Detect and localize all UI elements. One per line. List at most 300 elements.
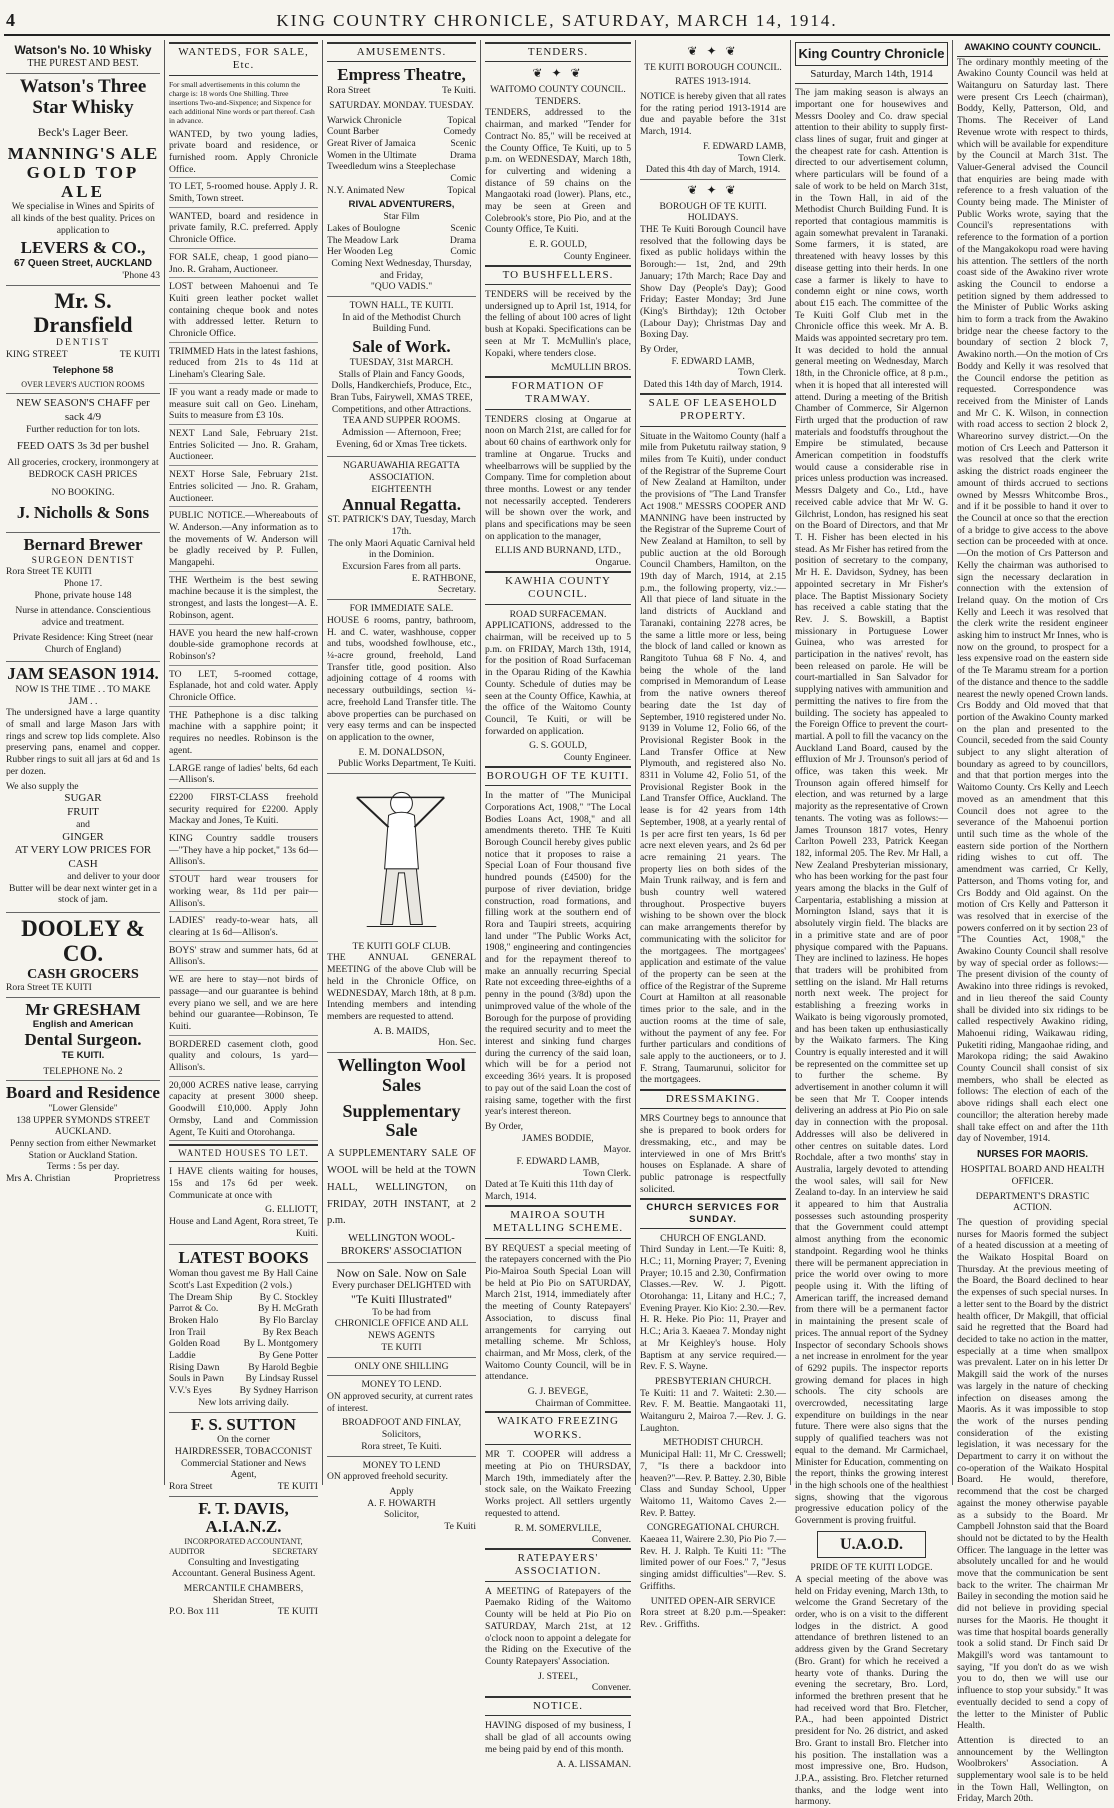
supp-body: A SUPPLEMENTARY SALE OF WOOL will be held at the TOWN HALL, WELLINGTON, on FRIDAY, 20TH INSTANT, at 2 p.m. (327, 1148, 476, 1227)
book-author: By L. Montgomery (243, 1338, 318, 1350)
england: CHURCH OF ENGLAND. (660, 1232, 766, 1244)
somerville: R. M. SOMERVLILE, (514, 1522, 602, 1534)
tuesday: TUESDAY, 31st MARCH. (349, 356, 454, 368)
classified-item: HAVE you heard the new half-crown double-side gramophone records at Robinson's? (169, 628, 318, 666)
programme-row (327, 150, 476, 162)
sugar: SUGAR (64, 792, 102, 805)
ongarue: Ongarue. (595, 557, 631, 569)
book-row (169, 1268, 318, 1280)
town-hall: TOWN HALL, TE KUITI. (349, 300, 454, 312)
gresham: Mr GRESHAM (25, 999, 141, 1019)
gould-engineer: County Engineer. (563, 250, 631, 262)
masthead-headline: KING COUNTRY CHRONICLE, SATURDAY, MARCH 14, 1914. (276, 11, 838, 30)
brewer-addr: Rora Street TE KUITI (6, 566, 92, 578)
empress-tekuiti: Te Kuiti. (442, 85, 476, 97)
days: SATURDAY. MONDAY. TUESDAY. (329, 99, 474, 111)
borough-clerk: Town Clerk. (583, 1167, 631, 1179)
ratepayers-body: A MEETING of Ratepayers of the Paemako Riding of the Waitomo County will be held at Pio Pio on SATURDAY, March 21st, at 12 o'clock noon to appoint a delegate for the Riding on the Executive of the County Ratepayers' Association. (485, 1585, 631, 1667)
davis: F. T. DAVIS, A.I.A.N.Z. (198, 1498, 289, 1537)
programme-genre: Topical (447, 114, 476, 126)
programme-genre: Drama (449, 149, 476, 161)
book-row (169, 1280, 318, 1292)
sgould-engineer: County Engineer. (563, 752, 631, 764)
uaod: U.A.O.D. (817, 1531, 926, 1559)
davis-tekuiti: TE KUITI (277, 1606, 318, 1618)
ad-dransfield (6, 286, 160, 394)
waitomo: WAITOMO COUNTY COUNCIL. (490, 84, 626, 96)
patrick: ST. PATRICK'S DAY, Tuesday, March 17th. (327, 514, 476, 537)
ad-immediate (327, 600, 476, 774)
classified-item: BORDERED casement cloth, good quality and colours, 1s yard—Allison's. (169, 1039, 318, 1077)
rora: Rora Street (327, 85, 371, 97)
pride: PRIDE OF TE KUITI LODGE. (810, 1562, 933, 1574)
classified-item: TO LET, 5-roomed cottage, Esplanade, hot and cold water. Apply Chronicle Office. (169, 669, 318, 707)
mannings: MANNING'S ALE (7, 144, 159, 164)
ad-sutton (169, 1412, 318, 1497)
sutton-rora: Rora Street (169, 1481, 213, 1493)
uaod-body: A special meeting of the above was held on Friday evening, March 13th, to welcome the Grand Secretary of the order, who is on a visit to the different lodges in the district. A good attendance of brethren listened to an address given by the Grand Secretary (Bro. Grant) for which he received a hearty vote of thanks. During the evening the secretary, Bro. Lord, informed the brethren present that he had received word that Bro. Fletcher, P.A., had been appointed District president for No. 26 district, and asked Bro. Grant to install Bro. Fletcher into his position. The installation was a most impressive one, Bro. Hudson, J.P.A., assisting. Bro. Fletcher returned thanks, and the lodge went into harmony. (795, 1573, 948, 1808)
sutton: F. S. SUTTON (191, 1414, 296, 1434)
classified-item: 20,000 ACRES native lease, carrying capacity at present 3000 sheep. Goodwill £10,000. Apply John Ormsby, Land and Commission Agent, Te Kuiti and Otorohanga. (169, 1080, 318, 1142)
ad-watson-three-star (6, 74, 160, 286)
programme-row (327, 126, 476, 138)
terms: Terms : 5s per day. (46, 1161, 120, 1173)
jam-season: JAM SEASON 1914. (7, 664, 159, 684)
nurses-body: The question of providing special nurses for Maoris formed the subject of a heated discussion at a meeting of the Waikato Hospital Board on Thursday. At the previous meeting of the Board, the Board declined to hear the expenses of such special nurses. In a letter sent to the Board by the district health officer, Dr Makgill, that official said he regretted that the Board had decided to take no action in the matter, especially at a time when smallpox was prevalent. Later on in his letter Dr Makgill said the work of the nurses was largely in the nature of checking infection on diseases among the Maoris. As it was impossible to stop the work of the nurses pending consideration of the existing legislation, it was necessary for the Department to carry it on without the co-operation of the Waikato Hospital Board. He would, therefore, recommend that the cost be charged against the money otherwise payable as a subsidy to the Board. Mr Campbell Johnston said that the Board should not be dictated to by the Health Officer. The language in the letter was absolutely uncalled for and he would move that the communication be sent back to the writer. The chairman Mr Bailey in seconding the motion said he did not believe in providing special nurses for the Maoris. He thought it was time that hospital boards generally took a solid stand. Dr Finch said Dr Makgill's word was tantamount to saying, "If you don't do as we wish you to do, then we will use our influence to stop your subsidy." It was eventually decided to send a copy of the letter to the Minister of Public Health. (957, 1216, 1108, 1732)
wool: Wellington Wool Sales (337, 1055, 466, 1095)
classified-item: PUBLIC NOTICE.—Whereabouts of W. Anderson.—Any information as to the movements of W. Anderson will be gladly received by P. Fullen, Mangapehi. (169, 510, 318, 572)
dentist: DENTIST (56, 337, 110, 349)
editorial-body: The jam making season is always an important one for housewives and Messrs Dooley and Co. draw special attention to their ability to supply first-class lines of sugar, fruit and ginger at the cheapest rate for cash. Attention is directed to our advertisement column, where particulars will be found of a sale of work to be held on March 31st, in the Town Hall, in aid of the Methodist Church Building Fund. It is reported that contagious mammitis is again somewhat prevalent in Taranaki. Some farmers, it is stated, are threatened with heavy losses by this disease getting into their herds. In one case a farmer is likely to have to condemn eight or nine cows, worth about £15 each. The committee of the Te Kuiti Golf Club met in the Chronicle office this week. Mr A. B. Maids was appointed secretary pro tem. It was decided to hold the annual general meeting on Wednesday, March 18th, in the Chronicle office, at 8 p.m., when it is hoped that all interested will attend. During a meeting of the British Chamber of Commerce, Sir Algernon Firth urged that the production of raw materials and foodstuffs throughout the Empire be stimulated, because American competition in foodstuffs would cause a considerable rise in prices unless production was increased. Messrs Dalgety and Co., Ltd., have received cable advice that Mr W. G. Gilchrist, London, has resigned his seat on the Board of Directors, and that Mr T. H. Fisher has been elected in his stead. As Mr Fisher has retired from the position of secretary to the company, Mr H. E. Davidson, Sydney, has been appointed secretary in Mr Fisher's place. The Baptist Missionary Society has received a cable stating that the Rev. J. S. Bowskill, a Baptist missionary in Portuguese Lower Guinea, who was arrested for participation in the natives' revolt, has been released on parole. He will be court-martialled in San Salvador for supplying natives with ammunition and permitting the natives to fire from the building. The society has appealed to the Foreign Office to prevent the court-martial. A poll to fill the vacancy on the Auckland Land Board, caused by the effluxion of Mr J. Trounson's period of office, was taken this week. Mr Trounson again offered himself for election, and was returned by a large majority as the representative of Crown tenants. The voting was as follows:—James Trounson 1817 votes, Henry Carlton Powell 233, Patrick Keegan 182, informal 205. The Rev. Mr Hall, a New Zealand Presbyterian missionary, who has been working for the past four years among the blacks in the Gulf of Carpentaria, establishing a mission at Mornington Island, says that it is absolutely virgin field. The blacks are in a primitive state and are of poor physique compared with the Papuans. They are inclined to laziness. He hopes that traders will be prohibited from settling on the island. Mr Hall returns north next week. The project for establishing a freezing works in Waikato is being vigorously promoted, and has been taken up enthusiastically by the Waikato farmers. The King Country is equally interested and it will be represented on the committee set up to further the scheme. By advertisement in another column it will be seen that Mr T. Cooper intends delivering an address at Pio Pio on sale day in connection with the proposal. Addresses will also be delivered in other centres on suitable dates. Lord Rochdale, after a two months' stay in Australia, largely devoted to attending the wool sales, will sail for New Zealand to-day. In an interview he said it appeared to him that Australia possesses such astounding prosperity that the Government could attempt almost anything from the economic standpoint. Regarding wool he thinks there will be permanent appreciation in price the world over owing to more people using it. With the lifting of American tariff, the increased demand from there will be a permanent factor in maintaining the present scale of prices. The annual report of the Sydney Inspector of secondary Schools shows a net increase in enrolment for the year of 6292 pupils. The inspector reports growing demand for places in high schools. The city schools are overcrowded, necessitating large expenditure on buildings in the near future. There were also signs that the supply of qualified teachers was not equal to the demand. Mr Carmichael, Minister for Education, commenting on the report, thinks the growing interest in the high schools one of the healthiest signs, showing that the vigorous progressive education policy of the Government is proving fruitful. (795, 87, 948, 1527)
crest-icon: ❦ ✦ ❦ (532, 66, 584, 81)
howarth: A. F. HOWARTH (367, 1497, 436, 1509)
notice: NOTICE. (485, 1696, 631, 1716)
groceries: All groceries, crockery, ironmongery at BEDROCK CASH PRICES (7, 457, 159, 480)
awakino-body: The ordinary monthly meeting of the Awakino County Council was held at Waitanguru on Saturday last. There were present Crs Leech (chairman), Boddy, Kelly, Patterson, Old, and Thoms. The Receiver of Land Revenue wrote with respect to thirds, which will be available for expenditure by the Council at March 31st. The Valuer-General advised the Council that enquiries are being made with reference to a fresh valuation of the County being made. The Minister of Public Works wrote, saying that the Council's representations with reference to the formation of a portion of the Mangakokopu road were having his attention. The settlers of the north coast side of the Awakino river wrote asking the Council to endorse a petition signed by them addressed to the Minister of Public Works asking him to form a track from the Awakino bridge near the cheese factory to the boundary of section 2 block 7, Awakino north.—On the motion of Crs Boddy and Kelly it was resolved that the Council endorse the petition as requested. Correspondence was received from the Minister of Lands and Mr C. K. Wilson, in connection with road access to section 2 block 2, Whareorino survey district.—On the motion of Crs Leech and Patterson it was resolved that the clerk write asking the district roads engineer the amount of thirds accrued to sections owned by Messrs Whitcombe Bros., and if it be possible to hand it over to the Council at once so that the erection of a bridge to give access to the above section can be proceeded with at once.—On the motion of Crs Patterson and Kelly the chairman was authorised to sign the necessary declaration in connection with the extension of Ireland quay. On the motion of Crs Kelly and Leech it was resolved that the clerk write the resident engineer asking him to instruct Mr Innes, who is now on the ground, to prospect for a less expensive road on the eastern side of the Te Maramu stream for a portion of the distance and thence to the saddle nearest the newly opened Crown lands. Crs Boddy and Old moved that that portion of the Awakino County marked on the plan and presented to the Council, seceded from the said County subject to any slight alteration of boundary as agreed to by councillors, and that that portion merges into the Waitomo County. Crs Kelly and Leech moved as an amendment that this Council does not agree to the severance of the Mahoenui portion until such time as the whole of the eastern side portion of the Northern riding wishes to cut off. The amendment was carried, Cr Kelly, Patterson, and Thoms voting for, and Crs Boddy and Old against. On the motion of Crs Kelly and Patterson it was resolved that in exercise of the powers conferred on it by section 23 of "The Counties Act, 1908," the Awakino County Council shall resolve by way of special order as follows:—The present division of the county of Awakino into three ridings is revoked, and in lieu thereof the said County shall be divided into six ridings to be called respectively Awakino riding, Mahoenui riding, Waikawau riding, Puketiti riding, Mangaohae riding, and Marokopa riding; the said Awakino County Council shall consist of six members, who shall be elected as follows: The election of each of the above ridings shall each elect one councillor; the alteration hereby made shall take effect on and after the 11th day of November, 1914. (957, 56, 1108, 1145)
fruit: FRUIT (67, 805, 99, 818)
maori: The only Maori Aquatic Carnival held in the Dominion. (328, 537, 475, 561)
presby-body: Te Kuiti: 11 and 7. Waiteti: 2.30.—Rev. F. M. Beattie. Mangaotaki 11, Waitanguru 2, Mairoa 7.—Rev. J. G. Laughton. (640, 1387, 786, 1434)
immediate: FOR IMMEDIATE SALE. (349, 603, 454, 615)
classified-item: BOYS' straw and summer hats, 6d at Allison's. (169, 945, 318, 971)
dental-surgeon: Dental Surgeon. (24, 1030, 142, 1050)
ngaruawahia: NGARUAWAHIA REGATTA ASSOCIATION. (342, 460, 461, 484)
column-5 (635, 40, 790, 1630)
holidays-by-order: By Order, (640, 344, 678, 356)
consulting: Consulting and Investigating Accountant. General Business Agent. (171, 1556, 316, 1580)
programme-title: Great River of Jamaica (327, 137, 416, 149)
hairdresser: HAIRDRESSER, TOBACCONIST (174, 1445, 313, 1457)
lower-prices: AT VERY LOW PRICES FOR CASH (14, 844, 152, 870)
ad-gresham (6, 998, 160, 1081)
elliott-sub: House and Land Agent, Rora street, Te Kuiti. (169, 1216, 318, 1239)
kawhia: KAWHIA COUNTY COUNCIL. (485, 571, 631, 605)
awakino: AWAKINO COUNTY COUNCIL. (957, 42, 1108, 57)
ad-jam (6, 662, 160, 913)
book-row (169, 1373, 318, 1385)
solicitor: Solicitor, (383, 1509, 420, 1521)
wanteds-list (169, 129, 318, 1142)
somerville-conv: Convener. (591, 1534, 631, 1546)
brewer: Bernard Brewer (23, 534, 143, 554)
supp: Supplementary Sale (342, 1100, 461, 1141)
book-title: V.V.'s Eyes (169, 1385, 212, 1397)
dooley-addr: Rora Street TE KUITI (6, 982, 92, 994)
stalls: Stalls of Plain and Fancy Goods, Dolls, Handkerchiefs, Produce, Etc., Bran Tubs, Fairywell, XMAS TREE, Competitions, and other Attractions. TEA AND SUPPER ROOMS. Admission — Afternoon, Free; Evening, 6d or Xmas Tree tickets. (330, 368, 473, 450)
christian: Mrs A. Christian (6, 1173, 71, 1185)
symonds: 138 UPPER SYMONDS STREET AUCKLAND. (16, 1114, 150, 1138)
apply: Apply (389, 1485, 414, 1497)
programme2-list (327, 223, 476, 258)
book-row (169, 1385, 318, 1397)
rates-body: NOTICE is hereby given that all rates for the rating period 1913-1914 are due and payable before the 31st March, 1914. (640, 91, 786, 138)
elliott: G. ELLIOTT, (265, 1204, 318, 1216)
book-title: The Dream Ship (169, 1291, 233, 1303)
programme-row (327, 173, 476, 185)
ad-money2 (327, 1457, 476, 1536)
chronicle-office: CHRONICLE OFFICE AND ALL NEWS AGENTS (334, 1318, 469, 1342)
ellis: ELLIS AND BURNAND, LTD., (495, 545, 621, 557)
surgeon: SURGEON DENTIST (31, 554, 135, 566)
lissaman: A. A. LISSAMAN. (556, 1758, 631, 1770)
new-lots: New lots arriving daily. (198, 1396, 289, 1408)
programme-row (327, 223, 476, 235)
book-author: By Harold Begbie (248, 1361, 318, 1373)
holidays-clerk: Town Clerk. (738, 367, 786, 379)
column-2 (164, 40, 322, 1618)
stationer: Commercial Stationer and News Agent, (181, 1457, 306, 1481)
bush-body: TENDERS will be received by the undersigned up to April 1st, 1914, for the felling of about 100 acres of light bush at Kopaki. Specifications can be seen at Mr T. McMullin's place, Kopaki, where tenders close. (485, 288, 631, 359)
holidays-body: THE Te Kuiti Borough Council have resolved that the following days be fixed as public holidays within the Borough:— 1st, 2nd, and 29th January; 17th March; Race Day and Show Day (People's Day); Good Friday; Easter Monday; 3rd June (King's Birthday); 12th October (Labour Day); Christmas Day and Boxing Day. (640, 223, 786, 341)
house: HOUSE 6 rooms, pantry, bathroom, H. and C. water, washhouse, copper and tubs, woodshed fowlhouse, etc., ¼-acre ground, freehold, Land Transfer title, good position. Also adjoining cottage of 4 rooms with necessary outbuildings, section ¼-acre, freehold Land Transfer title. The above properties can be purchased on very easy terms and can be inspected on application to the owner, (327, 614, 476, 743)
boddie: JAMES BODDIE, (522, 1132, 594, 1144)
column-7 (952, 40, 1112, 1805)
sheridan: Sheridan Street, (212, 1594, 275, 1606)
open-air-body: Rora street at 8.20 p.m.—Speaker: Rev. . Griffiths. (640, 1607, 786, 1630)
goldtop: GOLD TOP ALE (26, 162, 140, 201)
book-title: Broken Halo (169, 1314, 219, 1326)
programme-genre: Comedy (443, 126, 476, 138)
column-4 (480, 40, 635, 1770)
solicitors: Solicitors, (381, 1429, 422, 1441)
becks: Beck's Lager Beer. (37, 124, 129, 139)
penny: Penny section from either Newmarket Station or Auckland Station. (10, 1138, 156, 1161)
rora2: Rora street, Te Kuiti. (361, 1440, 442, 1452)
programme-genre: Comic (450, 246, 476, 258)
programme-title: The Meadow Lark (327, 234, 399, 246)
ratepayers: RATEPAYERS' ASSOCIATION. (485, 1548, 631, 1582)
open-air: UNITED OPEN-AIR SERVICE (650, 1595, 776, 1607)
pobox: P.O. Box 111 (169, 1606, 220, 1618)
congregational: CONGREGATIONAL CHURCH. (646, 1522, 780, 1534)
king-street: KING STREET (6, 349, 68, 361)
tele2: TELEPHONE No. 2 (43, 1065, 123, 1077)
programme-genre: Scenic (450, 222, 476, 234)
mairoa: MAIROA SOUTH METALLING SCHEME. (485, 1205, 631, 1239)
tramway: FORMATION OF TRAMWAY. (485, 376, 631, 410)
oats: FEED OATS 3s 3d per bushel (16, 439, 150, 452)
rates-clerk: Town Clerk. (738, 152, 786, 164)
glenside: "Lower Glenside" (48, 1102, 118, 1114)
classified-item: IF you want a ready made or made to measure suit call on Geo. Lineham, Suits to measure from £3 10s. (169, 387, 318, 425)
leasehold: SALE OF LEASEHOLD PROPERTY. (640, 393, 786, 427)
programme-row (327, 161, 476, 173)
column-3 (322, 40, 480, 1533)
classified-item: KING Country saddle trousers—"They have a hip pocket," 13s 6d—Allison's. (169, 833, 318, 871)
over-levers: OVER LEVER'S AUCTION ROOMS (21, 380, 145, 390)
book-author: By Gene Potter (258, 1350, 318, 1362)
borough: BOROUGH OF TE KUITI. (659, 200, 767, 212)
books-list (169, 1268, 318, 1397)
classified-item: NEXT Land Sale, February 21st. Entries Solicited — Jno. R. Graham, Auctioneer. (169, 428, 318, 466)
book-title: Rising Dawn (169, 1361, 220, 1373)
borough-loan: BOROUGH OF TE KUITI. (485, 766, 631, 786)
levers-addr: 67 Queen Street, AUCKLAND (14, 258, 152, 270)
deliver: and deliver to your door (67, 870, 160, 882)
classified-item: WANTED, by two young ladies, private board and residence, or furnished room. Apply Chronicle Office. (169, 129, 318, 179)
borough-by-order: By Order, (485, 1120, 523, 1132)
classified-item: THE Wertheim is the best sewing machine because it is the simplest, the strongest, and lasts the longest—A. E. Robinson, agent. (169, 575, 318, 625)
levers: LEVERS & CO., (20, 238, 146, 258)
nicholls: J. Nicholls & Sons (16, 503, 150, 523)
money: MONEY TO LEND. (361, 1379, 442, 1391)
presbyterian: PRESBYTERIAN CHURCH. (654, 1375, 772, 1387)
levers-phone: 'Phone 43 (122, 270, 160, 282)
classified-item: WANTED, board and residence in private family, R.C. preferred. Apply Chronicle Office. (169, 211, 318, 249)
ad-golf (327, 774, 476, 1053)
book-title: Parrot & Co. (169, 1303, 219, 1315)
book-row (169, 1292, 318, 1304)
book-author: By Hall Caine (263, 1268, 318, 1280)
classified-item: THE Pathephone is a disc talking machine with a sapphire point; it requires no needles. Robinson is the agent. (169, 710, 318, 760)
leasehold-body: Situate in the Waitomo County (half a mile from Puketutu railway station, 9 miles from Te Kuiti), under conduct of the Registrar of the Supreme Court of New Zealand at Hamilton, under the provisions of "The Land Transfer Act 1908." MESSRS COOPER AND MANNING have been instructed by the Registrar of the Supreme Court of New Zealand at Hamilton, to sell by public auction at the old Borough Council Chambers, Hamilton, on the 19th day of March, 1914, at 2.15 p.m., the following property, viz.:—All that piece of land situate in the land districts of Auckland and Taranaki, containing 2278 acres, be the same a little more or less, being the block of land called or known as Rangitoto Tuhua 68 F No. 4, and being the whole of the land comprised in Memorandum of Lease from the native owners thereof bearing date the 1st day of September, 1910 registered under No. 9139 in Volume 12, Folio 66, of the Provisional Register Book in the Land Transfer Office at New Plymouth, and registered also No. 8311 in Volume 42, Folio 51, of the Provisional Register Book in the Land Transfer Office, Auckland. The lease is for 42 years from 14th September, 1908, at a yearly rental of 1s per acre first ten years, 1s 6d per acre next eleven years, and 2s 6d per acre remaining 21 years. The property lies on both sides of the Main Trunk railway, and is fern and bush country well watered throughout. Prospective buyers wishing to be shown over the block can make arrangements therefor by communicating with the solicitor for the mortgagees. The mortgagees' application and estimate of the value of the property can be seen at the office of the Registrar of the Supreme Court at Hamilton at all reasonable times prior to the sale, and in the auction rooms at the time of sale, without the payment of any fee. For further particulars and conditions of sale apply to the auctioneers, or to J. F. Strang, Taumarunui, solicitor for the mortgagees. (640, 430, 786, 1086)
amusements-heading: AMUSEMENTS. (327, 42, 476, 62)
book-row (169, 1338, 318, 1350)
ad-watson-no10 (6, 40, 160, 74)
bevege: G. J. BEVEGE, (527, 1386, 589, 1398)
money-body: ON approved security, at current rates of interest. (327, 1391, 473, 1414)
ad-davis (169, 1497, 318, 1621)
illustrated: "Te Kuiti Illustrated" (351, 1292, 452, 1307)
paper-title: King Country Chronicle (795, 42, 948, 66)
wines-text: We specialise in Wines and Spirits of all kinds of the best quality. Prices on application to (11, 201, 155, 236)
classified-item: STOUT hard wear trousers for working wear, 8s 11d per pair—Allison's. (169, 874, 318, 912)
phone148: Phone, private house 148 (34, 589, 132, 601)
waitomo-tenders: TENDERS. (535, 95, 581, 107)
book-author: By C. Stockley (259, 1291, 318, 1303)
sale-work: Sale of Work. (352, 337, 451, 357)
bevege-chair: Chairman of Committee. (535, 1397, 631, 1409)
classified-item: NEXT Horse Sale, February 21st. Entries solicited — Jno. R. Graham, Auctioneer. (169, 469, 318, 507)
excursion: Excursion Fares from all parts. (342, 561, 461, 573)
incorp: INCORPORATED ACCOUNTANT, (184, 1537, 303, 1547)
rival: RIVAL ADVENTURERS, (348, 199, 455, 211)
ad-sale-work (327, 296, 476, 457)
classified-item: LOST between Mahoenui and Te Kuiti green leather pocket wallet containing cheque book and notes with addressed letter. Return to Chronicle Office. (169, 281, 318, 343)
te-kuiti: TE KUITI (119, 349, 160, 361)
holidays: HOLIDAYS. (687, 212, 739, 224)
programme-genre: Scenic (450, 137, 476, 149)
chaff: NEW SEASON'S CHAFF per sack 4/9 (16, 397, 150, 423)
drastic: DEPARTMENT'S DRASTIC ACTION. (975, 1190, 1090, 1214)
secretary: SECRETARY (272, 1546, 318, 1556)
programme-title: Women in the Ultimate (327, 149, 417, 161)
dressmaking: DRESSMAKING. (640, 1089, 786, 1109)
nurse: Nurse in attendance. Conscientious advice and treatment. (15, 605, 151, 629)
holidays-lamb: F. EDWARD LAMB, (671, 355, 755, 367)
hon-sec: Hon. Sec. (438, 1037, 476, 1049)
sgould: G. S. GOULD, (529, 740, 587, 752)
now-sale: Now on Sale. Now on Sale (336, 1265, 467, 1280)
dress-body: MRS Courtney begs to announce that she is prepared to book orders for dressmaking, etc., and may be interviewed in one of Mrs Britt's houses on Esplanade. A share of public patronage is respectfully solicited. (640, 1113, 786, 1195)
ad-board (6, 1081, 160, 1188)
mercantile: MERCANTILE CHAMBERS, (183, 1583, 304, 1595)
eighteenth: EIGHTEENTH (371, 483, 432, 495)
mayor: Mayor. (603, 1144, 631, 1156)
donaldson: E. M. DONALDSON, (358, 746, 445, 758)
book-author: By Flo Barclay (259, 1314, 318, 1326)
surfaceman: ROAD SURFACEMAN. (509, 608, 607, 620)
regatta: Annual Regatta. (341, 494, 461, 514)
programme-genre: Comic (450, 173, 476, 185)
classified-item: WE are here to stay—not birds of passage—and our guarantee is behind every piano we sell, and we are here behind our guarantee—Robinson, Te Kuiti. (169, 974, 318, 1036)
wanteds-intro: For small advertisements in this column the charge is: 18 words One Shilling. Three insertions Two-and-Sixpence; and Sixpence for each additional Nine words or part thereof. Cash in advance. (169, 79, 315, 126)
freezing-body: MR T. COOPER will address a meeting at Pio on THURSDAY, March 19th, immediately after the stock sale, on the Waikato Freezing Works project. All settlers urgently requested to attend. (485, 1449, 631, 1519)
classified-item: LADIES' ready-to-wear hats, all clearing at 1s 6d—Allison's. (169, 915, 318, 941)
and: and (76, 819, 90, 831)
residence: Private Residence: King Street (near Church of England) (12, 631, 154, 655)
howarth-tekuiti: Te Kuiti (444, 1521, 476, 1533)
houses-body: I HAVE clients waiting for houses, 15s and 17s 6d per week. Communicate at once with (169, 1166, 318, 1201)
health: HOSPITAL BOARD AND HEALTH OFFICER. (960, 1164, 1105, 1187)
book-author: By Lindsay Russel (245, 1373, 318, 1385)
column-1 (2, 40, 164, 1485)
programme-title: N.Y. Animated New (327, 184, 405, 196)
book-author: By Sydney Harrison (239, 1385, 318, 1397)
empress: Empress Theatre, (337, 65, 466, 85)
dooley: DOOLEY & CO. (21, 916, 145, 967)
programme-row (327, 235, 476, 247)
wanteds-heading: WANTEDS, FOR SALE, Etc. (169, 42, 318, 76)
book-title: Golden Road (169, 1338, 220, 1350)
church-services: CHURCH SERVICES FOR SUNDAY. (640, 1198, 786, 1228)
telephone: Telephone 58 (52, 364, 114, 376)
watson-tag: Watson's No. 10 Whisky (14, 43, 152, 57)
mairoa-body: BY REQUEST a special meeting of the ratepayers concerned with the Pio Pio-Mairoa South Special Loan will be held at Pio Pio on SATURDAY, March 21st, 1914, immediately after the meeting of County Ratepayers' Association, to discuss final arrangements for carrying out metalling scheme. Mr Schloss, chairman, and Mr Moss, clerk, of the Waitomo County Council, will be in attendance. (485, 1242, 631, 1383)
programme-title: Tweedledum wins a Steeplechase (327, 161, 456, 173)
attention: Attention is directed to an announcement by the Wellington Woolbrokers' Association. A supplementary wool sale is to be held in the Town Hall, Wellington, on Friday, March 20th. (957, 1734, 1108, 1805)
book-row (169, 1362, 318, 1374)
proprietress: Proprietress (114, 1173, 160, 1185)
to-be-had: To be had from (372, 1306, 431, 1318)
book-row (169, 1327, 318, 1339)
golfer-illustration (327, 777, 476, 937)
coming: Coming Next Wednesday, Thursday, and Friday, (331, 257, 472, 281)
book-row (169, 1303, 318, 1315)
steel: J. STEEL, (538, 1670, 578, 1682)
gould: E. R. GOULD, (529, 239, 587, 251)
only: ONLY ONE SHILLING (354, 1360, 449, 1372)
waitomo-body: TENDERS, addressed to the chairman, and marked "Tender for Contract No. 85," will be received at the County Office, Te Kuiti, up to 5 p.m. on WEDNESDAY, March 18th, for culverting and widening a distance of 59 chains on the Mangaotaki road (lower). Plans, etc., may be seen at Green and Colebrook's store, Pio Pio, and at the County Office, Te Kuiti. (485, 107, 631, 236)
quo-vadis: "QUO VADIS." (370, 281, 433, 293)
book-author: By Rex Beach (262, 1326, 318, 1338)
programme-title: Warwick Chronicle (327, 114, 402, 126)
programme-list (327, 115, 476, 197)
programme-row (327, 138, 476, 150)
tramway-body: TENDERS closing at Ongarue at noon on March 21st, are called for for about 60 chains of earthwork only for tramline at Ongarue. Trucks and wheelbarrows will be supplied by the Company. Time for completion about three months. Lowest or any tender not necessarily accepted. Tenderers will be shown over the work, and plans and specifications may be seen on application to the manager, (485, 413, 631, 542)
cong-body: Kaeaea 11, Wairere 2.30, Pio Pio 7.—Rev. H. J. Ralph. Te Kuiti 11: "The limited power of our Foes." 7, "Jesus singing amidst difficulties"—Rev. S. Griffiths. (640, 1534, 786, 1592)
steel-conv: Convener. (591, 1682, 631, 1694)
sutton-tekuiti: TE KUITI (277, 1481, 318, 1493)
classified-item: £2200 FIRST-CLASS freehold security required for £2200. Apply Mackay and Jones, Te Kuiti. (169, 792, 318, 830)
mcmullin: McMULLIN BROS. (551, 362, 631, 374)
tenders-heading: TENDERS. (485, 42, 631, 62)
brokers: WELLINGTON WOOL-BROKERS' ASSOCIATION (340, 1233, 463, 1258)
book-row (169, 1350, 318, 1362)
programme-genre: Topical (447, 184, 476, 196)
programme-genre: Drama (449, 234, 476, 246)
supply: We also supply the (6, 780, 79, 792)
bushfellers: TO BUSHFELLERS. (485, 265, 631, 285)
te-kuiti-2: TE KUITI. (61, 1049, 105, 1061)
paper-date: Saturday, March 14th, 1914 (795, 68, 948, 84)
golf-body: THE ANNUAL GENERAL MEETING of the above Club will be held in the Chronicle Office, on WEDNESDAY, March 18th, at 8 p.m. Intending members and intending members are requested to attend. (327, 952, 476, 1022)
broadfoot: BROADFOOT AND FINLAY, (342, 1417, 461, 1429)
no-booking: NO BOOKING. (51, 486, 115, 498)
jam-body: The undersigned have a large quantity of small and large Mason Jars with rings and screw top lids complete. Also preserving pans, enamel and copper. Rubber rings to suit all jars at 6d and 1s per dozen. (6, 707, 160, 777)
ill-tekuiti: TE KUITI (381, 1341, 422, 1353)
rathbone-sec: Secretary. (438, 584, 476, 596)
book-title: Woman thou gavest me (169, 1268, 260, 1280)
programme-row (327, 185, 476, 197)
ad-wool (327, 1053, 476, 1263)
rates: RATES 1913-1914. (675, 76, 751, 88)
ad-dooley (6, 913, 160, 998)
council: TE KUITI BOROUGH COUNCIL. (644, 61, 782, 73)
kawhia-body: APPLICATIONS, addressed to the chairman, will be received up to 5 p.m. on FRIDAY, March 13th, 1914, for the position of Road Surfaceman in the Oparau Riding of the Kawhia County. Schedule of duties may be seen at the County Office, Kawhia, at the office of the Waitomo County Council, Te Kuiti, or will be forwarded on application. (485, 620, 631, 737)
cash-grocers: CASH GROCERS (27, 966, 139, 982)
auditor: AUDITOR (169, 1546, 205, 1556)
borough-lamb: F. EDWARD LAMB, (516, 1156, 600, 1168)
dransfield: Mr. S. Dransfield (33, 287, 133, 338)
rates-lamb: F. EDWARD LAMB, (703, 140, 786, 152)
book-row (169, 1315, 318, 1327)
wanted-houses-heading: WANTED HOUSES TO LET. (169, 1144, 318, 1162)
book-title: Laddie (169, 1350, 196, 1362)
english-american: English and American (32, 1019, 134, 1031)
methodist: METHODIST CHURCH. (662, 1437, 764, 1449)
ad-money (327, 1376, 476, 1456)
latest-books: LATEST BOOKS (169, 1244, 318, 1268)
butter: Butter will be dear next winter get in a stock of jam. (8, 882, 158, 906)
programme-title: Her Wooden Leg (327, 246, 393, 258)
methodist-body: Municipal Hall: 11, Mr C. Cresswell; 7, "Is there a backdoor into heaven?"—Rev. P. Battey. 2.30, Bible Class and Sunday School, Upper Waitomo 11, Waitomo Caves 2.—Rev. P. Battey. (640, 1449, 786, 1519)
masthead (4, 8, 1110, 36)
classified-item: TRIMMED Hats in the latest fashions, reduced from 21s to 4s 11d at Lineham's Clearing Sale. (169, 346, 318, 384)
nurses: NURSES FOR MAORIS. (976, 1148, 1089, 1160)
crest-icon-3: ❦ ✦ ❦ (640, 179, 786, 198)
classified-item: TO LET, 5-roomed house. Apply J. R. Smith, Town street. (169, 181, 318, 207)
ginger: GINGER (62, 830, 104, 843)
freezing: WAIKATO FREEZING WORKS. (485, 1411, 631, 1445)
board-residence: Board and Residence (6, 1083, 160, 1103)
programme-row (327, 246, 476, 258)
rathbone: E. RATHBONE, (411, 572, 476, 584)
england-body: Third Sunday in Lent.—Te Kuiti: 8, H.C.; 11, Morning Prayer; 7, Evening Prayer; 10.15 and 2.30, Confirmation Classes.—Rev. W. J. Pigott. Otorohanga: 11, Litany and H.C.; 7, Evening Prayer. Kio Kio: 2.30.—Rev. H. R. Heke. Pio Pio: 11, Prayer and H.C.; Aria 3. Kaeaea 7. Monday night at Mr Keighley's house. Holy Baptism at any service required.—Rev. F. S. Wayne. (640, 1244, 787, 1373)
classified-item: FOR SALE, cheap, 1 good piano—Jno. R. Graham, Auctioneer. (169, 252, 318, 278)
works: Public Works Department, Te Kuiti. (338, 758, 476, 770)
programme-row (327, 115, 476, 127)
